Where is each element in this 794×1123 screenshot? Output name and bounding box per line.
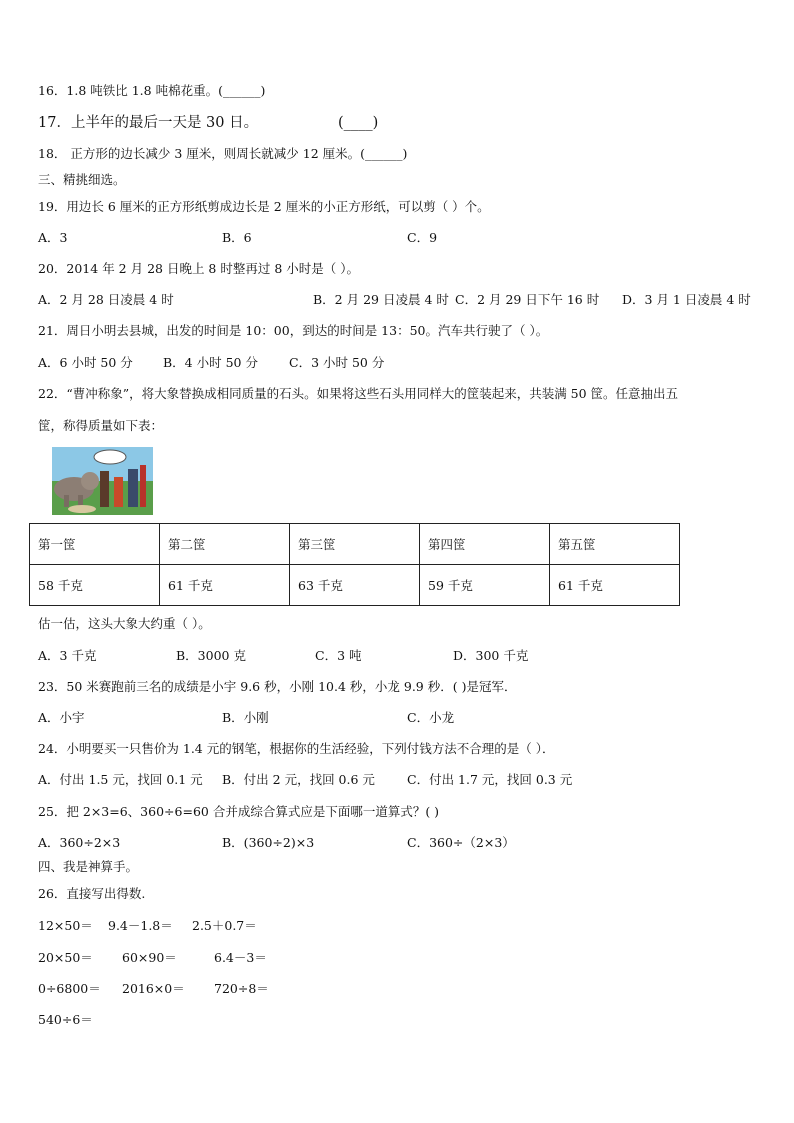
calc-item: 0÷6800＝ bbox=[38, 981, 101, 996]
question-24: 24．小明要买一只售价为 1.4 元的钢笔，根据你的生活经验，下列付钱方法不合理的是（ ）． bbox=[38, 741, 555, 756]
table-row-headers bbox=[30, 524, 680, 565]
q25-option-a[interactable]: A．360÷2×3 bbox=[38, 835, 121, 850]
calc-item: 20×50＝ bbox=[38, 950, 93, 965]
q19-option-a[interactable]: A．3 bbox=[38, 230, 68, 245]
table-value-cell: 58 千克 bbox=[30, 565, 160, 606]
q24-option-b[interactable]: B．付出 2 元，找回 0.6 元 bbox=[222, 772, 375, 787]
calc-item: 12×50＝ bbox=[38, 918, 93, 933]
calc-item: 2.5＋0.7＝ bbox=[192, 918, 257, 933]
q23-option-a[interactable]: A．小宇 bbox=[38, 710, 85, 725]
q21-option-c[interactable]: C．3 小时 50 分 bbox=[289, 355, 385, 370]
q21-option-b[interactable]: B．4 小时 50 分 bbox=[163, 355, 258, 370]
q22-option-c[interactable]: C．3 吨 bbox=[315, 648, 362, 663]
section-4-heading: 四、我是神算手。 bbox=[38, 859, 139, 874]
question-17: 17．上半年的最后一天是 30 日。 bbox=[38, 115, 259, 131]
q22-option-a[interactable]: A．3 千克 bbox=[38, 648, 97, 663]
q25-option-c[interactable]: C．360÷（2×3） bbox=[407, 835, 515, 850]
q20-option-a[interactable]: A．2 月 28 日凌晨 4 时 bbox=[38, 292, 174, 307]
q23-option-c[interactable]: C．小龙 bbox=[407, 710, 455, 725]
section-3-heading: 三、精挑细选。 bbox=[38, 172, 126, 187]
q19-option-c[interactable]: C．9 bbox=[407, 230, 438, 245]
calc-item: 540÷6＝ bbox=[38, 1012, 93, 1027]
question-17-blank[interactable]: (____) bbox=[338, 115, 379, 131]
question-23: 23．50 米赛跑前三名的成绩是小宇 9.6 秒，小刚 10.4 秒，小龙 9.9 秒．( )是冠军． bbox=[38, 679, 517, 694]
table-header-cell: 第五筐 bbox=[550, 524, 680, 565]
question-18: 18． 正方形的边长减少 3 厘米，则周长就减少 12 厘米。(______) bbox=[38, 146, 408, 161]
q20-option-c[interactable]: C．2 月 29 日下午 16 时 bbox=[455, 292, 600, 307]
table-header-cell: 第四筐 bbox=[420, 524, 550, 565]
question-22-estimate: 估一估，这头大象大约重（ ）。 bbox=[38, 616, 211, 631]
calc-item: 9.4－1.8＝ bbox=[108, 918, 173, 933]
cao-chong-weighs-elephant-illustration bbox=[52, 447, 153, 515]
table-value-cell: 61 千克 bbox=[160, 565, 290, 606]
question-26: 26．直接写出得数. bbox=[38, 886, 146, 901]
table-row-values bbox=[30, 565, 680, 606]
q19-option-b[interactable]: B．6 bbox=[222, 230, 252, 245]
question-16: 16．1.8 吨铁比 1.8 吨棉花重。(______) bbox=[38, 83, 266, 98]
question-22-line-2: 筐，称得质量如下表： bbox=[38, 418, 164, 433]
q24-option-a[interactable]: A．付出 1.5 元，找回 0.1 元 bbox=[38, 772, 203, 787]
q22-option-d[interactable]: D．300 千克 bbox=[453, 648, 529, 663]
table-value-cell: 59 千克 bbox=[420, 565, 550, 606]
q24-option-c[interactable]: C．付出 1.7 元，找回 0.3 元 bbox=[407, 772, 573, 787]
table-header-cell: 第三筐 bbox=[290, 524, 420, 565]
question-21: 21．周日小明去县城，出发的时间是 10：00，到达的时间是 13：50。汽车共行驶了（ ）。 bbox=[38, 323, 549, 338]
q22-option-b[interactable]: B．3000 克 bbox=[176, 648, 246, 663]
basket-mass-table bbox=[29, 523, 680, 606]
question-22-line-1: 22．“曹冲称象”，将大象替换成相同质量的石头。如果将这些石头用同样大的筐装起来，共装满 50 筐。任意抽出五 bbox=[38, 386, 679, 401]
calc-item: 720÷8＝ bbox=[214, 981, 269, 996]
q23-option-b[interactable]: B．小刚 bbox=[222, 710, 269, 725]
table-value-cell: 61 千克 bbox=[550, 565, 680, 606]
q25-option-b[interactable]: B．(360÷2)×3 bbox=[222, 835, 315, 850]
calc-item: 60×90＝ bbox=[122, 950, 177, 965]
calc-item: 6.4－3＝ bbox=[214, 950, 267, 965]
question-20: 20．2014 年 2 月 28 日晚上 8 时整再过 8 小时是（ ）。 bbox=[38, 261, 359, 276]
q21-option-a[interactable]: A．6 小时 50 分 bbox=[38, 355, 133, 370]
table-header-cell: 第二筐 bbox=[160, 524, 290, 565]
q20-option-d[interactable]: D．3 月 1 日凌晨 4 时 bbox=[622, 292, 751, 307]
table-value-cell: 63 千克 bbox=[290, 565, 420, 606]
q20-option-b[interactable]: B．2 月 29 日凌晨 4 时 bbox=[313, 292, 449, 307]
question-25: 25．把 2×3=6、360÷6=60 合并成综合算式应是下面哪一道算式？( ) bbox=[38, 804, 440, 819]
table-header-cell: 第一筐 bbox=[30, 524, 160, 565]
question-19: 19．用边长 6 厘米的正方形纸剪成边长是 2 厘米的小正方形纸，可以剪（ ）个。 bbox=[38, 199, 490, 214]
calc-item: 2016×0＝ bbox=[122, 981, 185, 996]
illustration-image bbox=[52, 447, 153, 515]
